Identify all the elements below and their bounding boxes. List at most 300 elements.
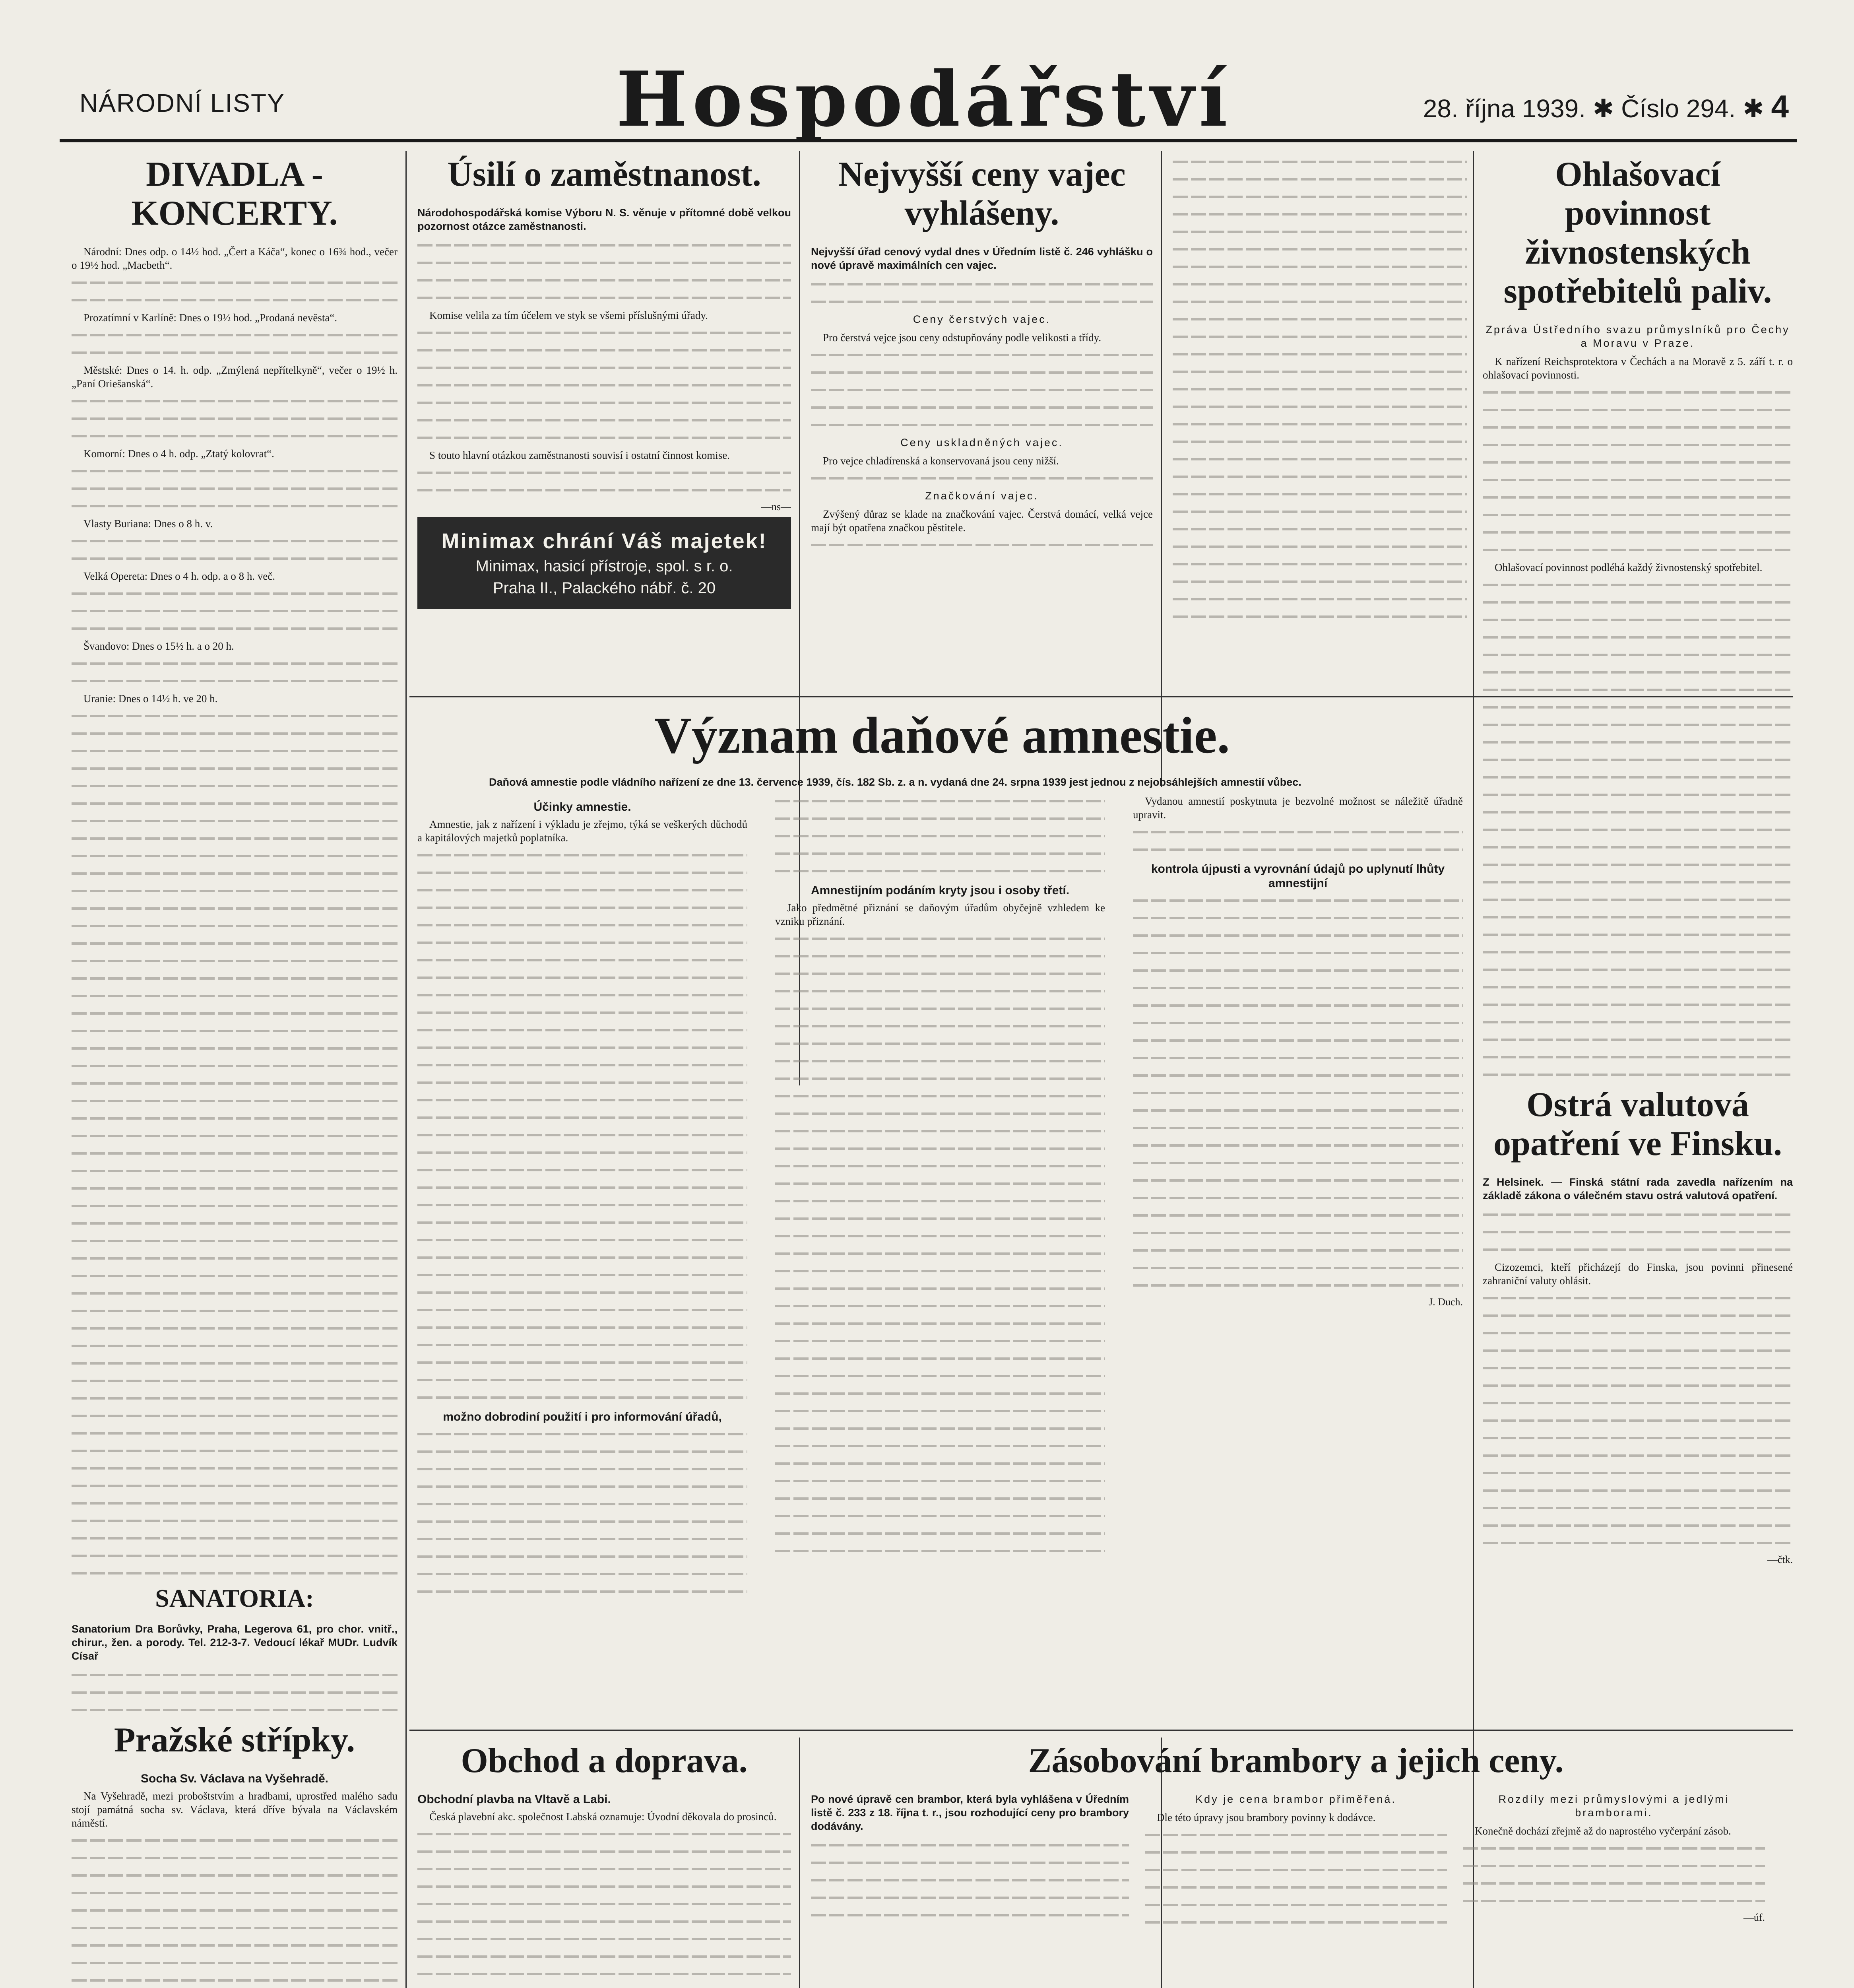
text-line (1145, 1898, 1447, 1912)
text-line (417, 1128, 747, 1142)
text-line (1483, 508, 1793, 522)
column-rule (1473, 151, 1474, 1809)
text-line (417, 848, 747, 862)
text-line (775, 1072, 1105, 1085)
text-line (775, 1387, 1105, 1400)
text-line (417, 1216, 747, 1229)
text-line (1483, 1291, 1793, 1305)
text-line (1483, 1396, 1793, 1410)
text-line (417, 1985, 791, 1988)
text-line (417, 1932, 791, 1946)
employment-heading: Úsilí o zaměstnanost. (447, 155, 761, 194)
text-line (72, 849, 398, 863)
listing: Uranie: Dnes o 14½ h. ve 20 h. (83, 693, 218, 705)
text-line (1133, 894, 1463, 907)
text-line (1483, 1501, 1793, 1515)
text-line (1483, 1243, 1793, 1256)
text-line (1483, 806, 1793, 819)
text-line (811, 295, 1153, 309)
text-line (72, 954, 398, 968)
text-line (72, 1869, 398, 1882)
text-line (775, 812, 1105, 825)
potatoes-paragraph: Konečně dochází zřejmě až do naprostého vyčerpání zásob. (1475, 1825, 1731, 1837)
text-line (1483, 613, 1793, 627)
listing: Švandovo: Dnes o 15½ h. a o 20 h. (83, 640, 234, 652)
article-trade (417, 1741, 791, 1988)
text-line (1483, 596, 1793, 609)
text-line (72, 832, 398, 845)
text-line (1133, 981, 1463, 995)
text-line (1483, 893, 1793, 907)
text-line (72, 989, 398, 1003)
text-line (417, 414, 791, 427)
text-line (1463, 1877, 1765, 1890)
page-number: 4 (1771, 89, 1789, 124)
text-line (1483, 1361, 1793, 1375)
text-line (72, 1462, 398, 1475)
potatoes-col-1 (811, 1792, 1129, 1926)
sanatorium-ad: Sanatorium Dra Borůvky, Praha, Legerova 61, pro chor. vnitř., chirur., žen. a porody. Tel. 212-3-7. Vedoucí lékař MUDr. Ludvík Císař (72, 1623, 398, 1662)
text-line (775, 1159, 1105, 1173)
text-line (72, 1164, 398, 1178)
text-line (72, 744, 398, 758)
text-line (775, 1299, 1105, 1313)
potatoes-columns (811, 1792, 1781, 1983)
potatoes-subheading: Rozdíly mezi průmyslovými a jedlými bramborami. (1498, 1793, 1730, 1819)
text-line (1133, 1051, 1463, 1065)
section-title: Hospodářství (616, 55, 1233, 144)
potatoes-lead: Po nové úpravě cen brambor, která byla vyhlášena v Úředním listě č. 233 z 18. října t. r., jsou rozhodující ceny pro brambory dodávány. (811, 1793, 1129, 1832)
text-line (1483, 1449, 1793, 1462)
text-line (72, 1252, 398, 1265)
article-potatoes (811, 1741, 1781, 1988)
newspaper-page (60, 55, 1797, 1988)
minimax-company: Minimax, hasicí přístroje, spol. s r. o. (475, 557, 733, 575)
text-line (775, 1247, 1105, 1260)
potatoes-signature: —úf. (1743, 1912, 1765, 1923)
text-line (417, 1058, 747, 1072)
text-line (811, 366, 1153, 379)
text-line (1173, 295, 1467, 309)
fuel-paragraph: Ohlašovací povinnost podléhá každý živnostenský spotřebitel. (1495, 561, 1763, 573)
text-line (1483, 1326, 1793, 1340)
egg-lead: Nejvyšší úřad cenový vydal dnes v Úředním listě č. 246 vyhlášku o nové úpravě maximálních cen vajec. (811, 246, 1153, 271)
listing: Vlasty Buriana: Dnes o 8 h. v. (83, 518, 213, 530)
amnesty-col-3 (1133, 794, 1463, 1312)
text-line (775, 1002, 1105, 1015)
text-line (72, 1007, 398, 1020)
text-line (1173, 452, 1467, 466)
text-line (1173, 173, 1467, 186)
amnesty-columns (417, 794, 1467, 1701)
text-line (417, 1146, 747, 1159)
text-line (1133, 946, 1463, 960)
egg-subheading: Ceny čerstvých vajec. (913, 313, 1051, 325)
text-line (1133, 1209, 1463, 1222)
text-line (775, 1457, 1105, 1470)
text-line (417, 361, 791, 375)
text-line (1173, 225, 1467, 239)
text-line (1133, 1104, 1463, 1117)
finland-heading: Ostrá valutová opatření ve Finsku. (1493, 1085, 1782, 1163)
text-line (417, 953, 747, 967)
finland-signature: —čtk. (1767, 1554, 1793, 1565)
amnesty-paragraph: Vydanou amnestií poskytnuta je bezvolné možnost se náležitě úřadně upravit. (1133, 795, 1463, 821)
text-line (775, 967, 1105, 980)
text-line (811, 278, 1153, 291)
text-line (417, 1303, 747, 1317)
section-rule (409, 1730, 1793, 1731)
text-line (417, 988, 747, 1002)
fuel-paragraph: K nařízení Reichsprotektora v Čechách a na Moravě z 5. září t. r. o ohlašovací povinnosti. (1483, 355, 1793, 381)
amnesty-subheading: Amnestijním podáním kryty jsou i osoby třetí. (811, 884, 1070, 897)
text-line (1133, 1261, 1463, 1275)
text-line (1145, 1881, 1447, 1894)
fuel-heading: Ohlašovací povinnost živnostenských spotřebitelů paliv. (1503, 155, 1772, 311)
column-theatres (72, 155, 398, 1988)
column-rule (1161, 151, 1162, 787)
text-line (417, 1427, 747, 1441)
text-line (72, 1199, 398, 1213)
text-line (417, 483, 791, 497)
text-line (1483, 788, 1793, 802)
text-line (72, 797, 398, 810)
text-line (72, 587, 398, 600)
text-line (1145, 1846, 1447, 1859)
text-line (417, 1950, 791, 1963)
text-line (811, 538, 1153, 552)
text-line (1483, 526, 1793, 539)
text-line (1483, 841, 1793, 854)
amnesty-col-2 (775, 794, 1105, 1562)
text-line (417, 466, 791, 480)
text-line (72, 1904, 398, 1917)
text-line (72, 328, 398, 342)
text-line (72, 1269, 398, 1283)
text-line (417, 326, 791, 340)
text-line (1483, 1379, 1793, 1392)
text-line (72, 884, 398, 898)
text-line (775, 1492, 1105, 1505)
text-line (72, 1939, 398, 1952)
text-line (417, 1462, 747, 1476)
text-line (417, 1567, 747, 1581)
trade-paragraph: Česká plavební akc. společnost Labská oznamuje: Úvodní děkovala do prosinců. (429, 1811, 777, 1823)
text-line (417, 1862, 791, 1876)
text-line (72, 1549, 398, 1563)
text-line (72, 1129, 398, 1143)
listing: Prozatímní v Karlíně: Dnes o 19½ hod. „Prodaná nevěsta“. (83, 312, 337, 324)
text-line (775, 1212, 1105, 1225)
minimax-address: Praha II., Palackého nábř. č. 20 (493, 579, 716, 597)
text-line (1483, 1208, 1793, 1221)
text-line (417, 1373, 747, 1387)
text-line (1483, 980, 1793, 994)
text-line (72, 1182, 398, 1195)
text-line (72, 1234, 398, 1248)
trade-subheading: Obchodní plavba na Vltavě a Labi. (417, 1793, 611, 1806)
text-line (1133, 1069, 1463, 1082)
text-line (1463, 1842, 1765, 1855)
text-line (1133, 1139, 1463, 1152)
column-rule (405, 151, 407, 1988)
text-line (417, 1497, 747, 1511)
text-line (775, 1019, 1105, 1033)
text-line (1173, 348, 1467, 361)
text-line (775, 794, 1105, 808)
text-line (1483, 823, 1793, 837)
trade-heading: Obchod a doprava. (461, 1741, 748, 1780)
text-line (1133, 1191, 1463, 1205)
text-line (417, 1550, 747, 1563)
text-line (1483, 1309, 1793, 1322)
text-line (775, 1124, 1105, 1138)
text-line (1173, 382, 1467, 396)
text-line (417, 1233, 747, 1247)
text-line (1173, 190, 1467, 204)
text-line (1173, 208, 1467, 221)
text-line (72, 1921, 398, 1935)
text-line (1133, 1034, 1463, 1047)
text-line (417, 1321, 747, 1334)
text-line (1483, 491, 1793, 504)
text-line (1145, 1828, 1447, 1842)
text-line (417, 1251, 747, 1264)
egg-paragraph: Zvýšený důraz se klade na značkování vajec. Čerstvá domácí, velká vejce mají být opatřena značkou pěstitele. (811, 508, 1153, 534)
text-line (72, 552, 398, 565)
text-line (1483, 578, 1793, 592)
text-line (1483, 998, 1793, 1011)
text-line (417, 971, 747, 984)
text-line (1133, 1156, 1463, 1170)
text-line (72, 1094, 398, 1108)
text-line (417, 1023, 747, 1037)
text-line (1483, 858, 1793, 872)
text-line (72, 464, 398, 478)
listing: Národní: Dnes odp. o 14½ hod. „Čert a Káča“, konec o 16¾ hod., večer o 19½ hod. „Macbeth“. (72, 246, 398, 271)
text-line (1483, 1033, 1793, 1046)
text-line (72, 499, 398, 513)
employment-paragraph: Komise velila za tím účelem ve styk se všemi příslušnými úřady. (429, 309, 708, 321)
fuel-subheading: Zpráva Ústředního svazu průmyslníků pro Čechy a Moravu v Praze. (1486, 324, 1790, 349)
text-line (1483, 1484, 1793, 1497)
text-line (775, 1194, 1105, 1208)
text-line (1173, 540, 1467, 553)
text-line (775, 1509, 1105, 1523)
text-line (417, 1093, 747, 1107)
text-line (775, 1107, 1105, 1120)
text-line (72, 429, 398, 443)
text-line (417, 883, 747, 897)
text-line (417, 1356, 747, 1369)
text-line (72, 1392, 398, 1405)
amnesty-bold-line: možno dobrodiní použití i pro informování úřadů, (443, 1410, 722, 1423)
text-line (1173, 260, 1467, 274)
text-line (1173, 487, 1467, 501)
text-line (72, 972, 398, 985)
text-line (1173, 470, 1467, 483)
text-line (72, 412, 398, 425)
text-line (1483, 648, 1793, 662)
egg-paragraph: Pro čerstvá vejce jsou ceny odstupňovány podle velikosti a třídy. (823, 332, 1102, 344)
text-line (72, 1686, 398, 1699)
text-line (417, 1897, 791, 1911)
text-line (72, 1409, 398, 1423)
text-line (417, 1198, 747, 1212)
text-line (775, 949, 1105, 963)
article-amnesty (417, 708, 1467, 1722)
text-line (1483, 963, 1793, 977)
text-line (1483, 1519, 1793, 1532)
text-line (1483, 1050, 1793, 1064)
text-line (775, 829, 1105, 843)
listing: Komorní: Dnes o 4 h. odp. „Ztatý kolovrat“. (83, 448, 274, 460)
theatres-heading: DIVADLA - KONCERTY. (131, 155, 338, 233)
text-line (417, 1338, 747, 1352)
text-line (1483, 421, 1793, 434)
text-line (775, 1054, 1105, 1068)
text-line (72, 276, 398, 289)
paper-name: NÁRODNÍ LISTY (80, 89, 285, 117)
text-line (72, 1322, 398, 1335)
text-line (1463, 1859, 1765, 1873)
text-line (72, 1834, 398, 1847)
text-line (417, 431, 791, 445)
text-line (417, 1967, 791, 1981)
text-line (72, 1374, 398, 1388)
text-line (775, 1089, 1105, 1103)
text-line (72, 1059, 398, 1073)
text-line (72, 534, 398, 548)
text-line (1483, 945, 1793, 959)
text-line (72, 394, 398, 408)
article-egg-prices (811, 155, 1153, 688)
text-line (811, 401, 1153, 414)
potatoes-paragraph: Dle této úpravy jsou brambory povinny k dodávce. (1157, 1811, 1376, 1823)
egg-heading: Nejvyšší ceny vajec vyhlášeny. (838, 155, 1126, 233)
text-line (1483, 438, 1793, 452)
text-line (1483, 403, 1793, 417)
text-line (775, 864, 1105, 878)
sanatorium-heading: SANATORIA: (155, 1584, 314, 1612)
text-line (417, 1445, 747, 1458)
text-line (1173, 278, 1467, 291)
potatoes-subheading: Kdy je cena brambor přiměřená. (1195, 1793, 1396, 1805)
column-right (1483, 155, 1793, 1726)
text-line (1483, 718, 1793, 732)
text-line (1133, 1174, 1463, 1187)
employment-paragraph: S touto hlavní otázkou zaměstnanosti souvisí i ostatní činnost komise. (429, 449, 730, 461)
text-line (1173, 592, 1467, 606)
text-line (72, 1974, 398, 1987)
text-line (1173, 610, 1467, 623)
masthead (60, 55, 1797, 144)
text-line (417, 344, 791, 357)
text-line (1173, 522, 1467, 536)
text-line (72, 1357, 398, 1370)
text-line (775, 1317, 1105, 1330)
amnesty-heading: Význam daňové amnestie. (654, 708, 1230, 764)
text-line (72, 1287, 398, 1300)
text-line (72, 919, 398, 933)
text-line (417, 1480, 747, 1493)
text-line (775, 1474, 1105, 1488)
text-line (811, 348, 1153, 362)
text-line (811, 1873, 1129, 1887)
text-line (72, 1851, 398, 1865)
text-line (1173, 155, 1467, 169)
column-rule (799, 1738, 800, 1988)
article-egg-prices-cont (1173, 155, 1467, 688)
text-line (775, 1334, 1105, 1348)
text-line (417, 256, 791, 270)
article-employment (417, 155, 791, 688)
text-line (1133, 999, 1463, 1012)
text-line (72, 1042, 398, 1055)
text-line (1483, 543, 1793, 557)
text-line (1133, 1279, 1463, 1292)
egg-subheading: Ceny uskladněných vajec. (900, 437, 1063, 448)
text-line (1463, 1894, 1765, 1908)
listing: Městské: Dnes o 14. h. odp. „Zmýlená nepřítelkyně“, večer o 19½ h. „Paní Oriešanská“. (72, 364, 398, 390)
text-line (417, 918, 747, 932)
text-line (775, 1422, 1105, 1435)
strip-subheading: Socha Sv. Václava na Vyšehradě. (141, 1772, 328, 1785)
minimax-ad (417, 517, 791, 609)
text-line (811, 383, 1153, 397)
text-line (417, 1585, 747, 1598)
text-line (417, 1827, 791, 1841)
text-line (1133, 1016, 1463, 1030)
text-line (72, 1304, 398, 1318)
text-line (72, 346, 398, 359)
text-line (775, 1404, 1105, 1418)
text-line (72, 1886, 398, 1900)
issue-date: 28. října 1939. ✱ Číslo 294. ✱ (1423, 94, 1764, 123)
amnesty-subheading: Účinky amnestie. (533, 800, 631, 813)
text-line (775, 1142, 1105, 1155)
text-line (72, 727, 398, 740)
text-line (811, 1839, 1129, 1852)
text-line (417, 1845, 791, 1858)
text-line (775, 1282, 1105, 1295)
egg-subheading: Značkování vajec. (925, 490, 1039, 502)
text-line (1483, 456, 1793, 469)
text-line (1483, 1414, 1793, 1427)
text-line (775, 1544, 1105, 1558)
text-line (417, 901, 747, 914)
text-line (1173, 505, 1467, 518)
text-line (72, 1217, 398, 1230)
text-line (1173, 417, 1467, 431)
amnesty-subheading: kontrola újpusti a vyrovnání údajů po uplynutí lhůty amnestijní (1151, 862, 1445, 890)
text-line (72, 1514, 398, 1528)
text-line (1483, 683, 1793, 697)
text-line (1483, 1225, 1793, 1239)
text-line (811, 1891, 1129, 1905)
potatoes-col-2 (1145, 1792, 1447, 1933)
text-line (417, 1076, 747, 1089)
text-line (1483, 876, 1793, 889)
text-line (72, 902, 398, 915)
text-line (72, 657, 398, 670)
text-line (1133, 1226, 1463, 1240)
text-line (72, 762, 398, 775)
text-line (775, 1352, 1105, 1365)
text-line (1173, 435, 1467, 448)
text-line (72, 1703, 398, 1717)
amnesty-paragraph: Amnestie, jak z nařízení i výkladu je zřejmo, týká se veškerých důchodů a kapitálových majetků poplatníka. (417, 818, 747, 844)
